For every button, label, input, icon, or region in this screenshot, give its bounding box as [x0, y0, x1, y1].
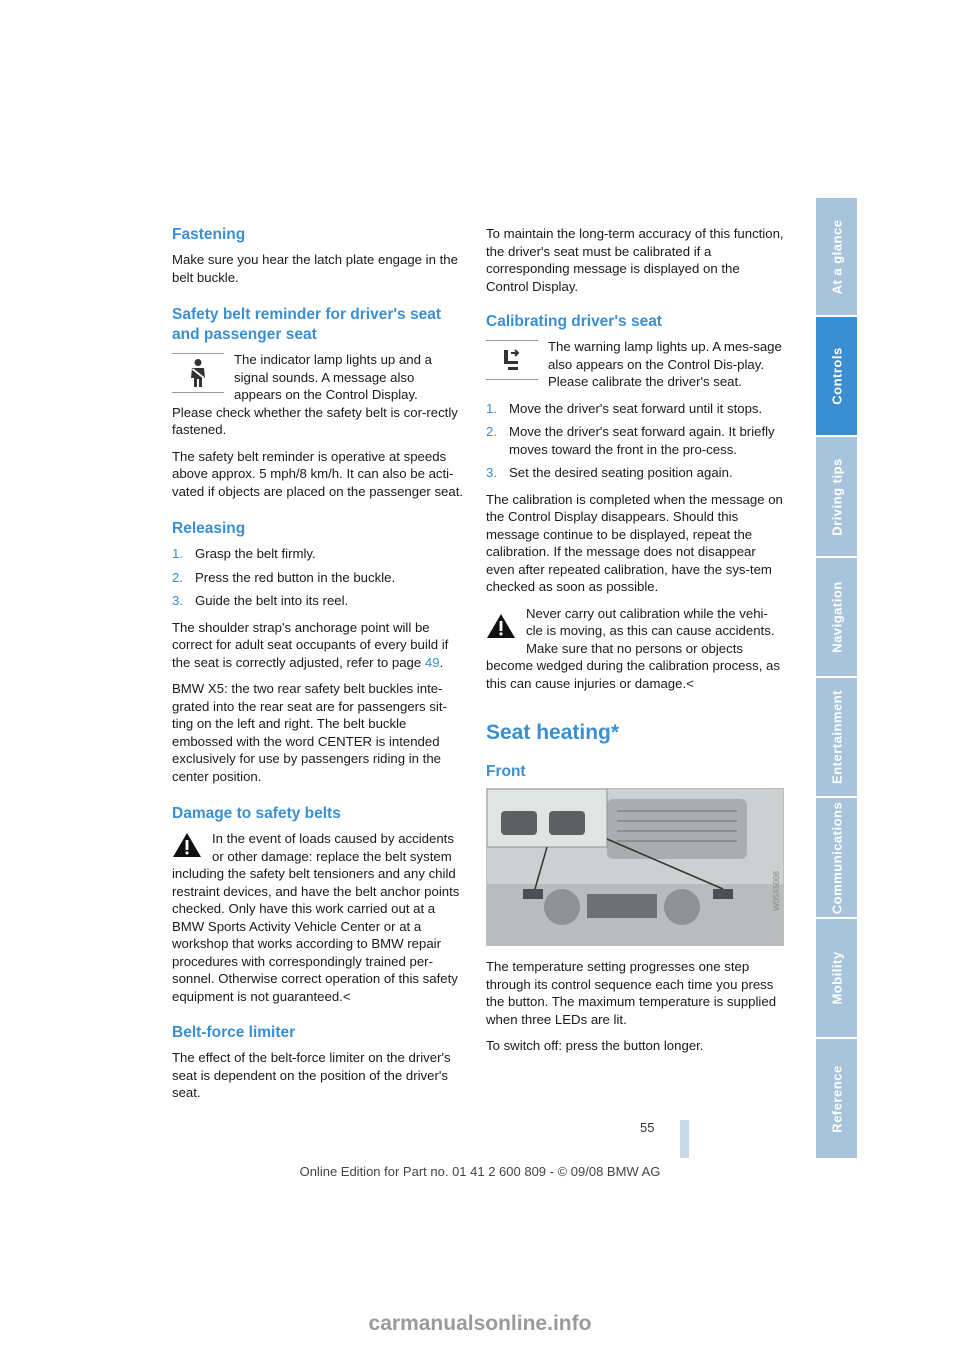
- list-item: 3. Set the desired seating position again.: [486, 465, 733, 480]
- reminder-icon-text: The indicator lamp lights up and a signal sounds. A message also appears on the Control Display.: [234, 352, 432, 402]
- calibration-intro: To maintain the long-term accuracy of this function, the driver's seat must be calibrated if a corresponding message is displayed on the Control Display.: [486, 226, 784, 294]
- page-number-bar: [680, 1120, 689, 1158]
- list-item: 1. Grasp the belt firmly.: [172, 546, 316, 561]
- tab-navigation[interactable]: Navigation: [816, 558, 857, 678]
- fastening-text: Make sure you hear the latch plate engage in the belt buckle.: [172, 252, 458, 285]
- tab-at-a-glance[interactable]: At a glance: [816, 198, 857, 317]
- warning-triangle-icon: [486, 613, 516, 639]
- tab-driving-tips[interactable]: Driving tips: [816, 437, 857, 558]
- seatbelt-lamp-icon: [172, 353, 224, 393]
- seat-heating-illustration: [486, 788, 784, 946]
- releasing-heading: Releasing: [172, 520, 246, 537]
- image-code: W05X5008: [772, 871, 781, 911]
- fastening-heading: Fastening: [172, 226, 246, 243]
- warning-triangle-icon: [172, 832, 202, 858]
- seat-heating-heading: Seat heating*: [486, 721, 620, 744]
- watermark: carmanualsonline.info: [368, 1312, 592, 1335]
- reminder-body-2: The safety belt reminder is operative at speeds above approx. 5 mph/8 km/h. It can also be acti-vated if objects are placed on the passenger seat.: [172, 448, 464, 499]
- reminder-icon-paragraph: [172, 351, 464, 404]
- tab-reference[interactable]: Reference: [816, 1039, 857, 1160]
- calibrating-heading: Calibrating driver's seat: [486, 313, 662, 330]
- right-column: [486, 225, 784, 1064]
- reminder-heading: Safety belt reminder for driver's seat and passenger seat: [172, 306, 442, 343]
- seat-warning-lamp-icon: [486, 340, 538, 380]
- tab-communications[interactable]: Communications: [816, 798, 857, 919]
- limiter-text: The effect of the belt-force limiter on the driver's seat is dependent on the position of the driver's seat.: [172, 1050, 451, 1100]
- calibrating-body: The calibration is completed when the message on the Control Display disappears. Should this message continue to be displayed, repeat the calibration. If the message does not disappear even after repeated calibration, have the sys-tem checked as soon as possible.: [486, 491, 783, 594]
- front-subheading: Front: [486, 763, 526, 780]
- page-number: 55: [640, 1120, 655, 1135]
- damage-heading: Damage to safety belts: [172, 805, 341, 822]
- end-mark: <: [342, 988, 351, 1004]
- footer-text: Online Edition for Part no. 01 41 2 600 809 - © 09/08 BMW AG: [299, 1164, 661, 1179]
- releasing-body-2: BMW X5: the two rear safety belt buckles inte-grated into the rear seat are for passengers sit-ting on the left and right. The belt buckle embossed with the word CENTER is intended exclusively for use by passengers riding in the center position.: [172, 681, 447, 784]
- reminder-body-1: Please check whether the safety belt is cor-rectly fastened.: [172, 404, 458, 437]
- list-item: 2. Press the red button in the buckle.: [172, 569, 396, 585]
- end-mark: <: [686, 675, 694, 691]
- list-item: 2. Move the driver's seat forward again. It briefly moves toward the front in the pro-cess.: [486, 424, 775, 457]
- list-item: 1. Move the driver's seat forward until it stops.: [486, 400, 763, 416]
- damage-warning-text: In the event of loads caused by accidents or other damage: replace the belt system including the safety belt tensioners and any child restraint devices, and have the belt anchor points checked. Only have this work carried out at a BMW Sports Activity Vehicle Center or at a workshop that works according to BMW repair procedures with correspondingly trained per-sonnel. Otherwise correct operation of this safety equipment is not guaranteed.: [172, 831, 460, 1004]
- releasing-body-1: The shoulder strap's anchorage point will be correct for adult seat occupants of every build if the seat is correctly adjusted, refer to page 49.: [172, 619, 449, 670]
- calibrating-icon-paragraph: [486, 338, 784, 391]
- limiter-heading: Belt-force limiter: [172, 1024, 296, 1041]
- list-item: 3. Guide the belt into its reel.: [172, 593, 349, 608]
- tab-entertainment[interactable]: Entertainment: [816, 678, 857, 798]
- damage-warning: [172, 830, 464, 1005]
- releasing-steps: [172, 545, 464, 610]
- calibrating-icon-text: The warning lamp lights up. A mes-sage also appears on the Control Dis-play. Please calibrate the driver's seat.: [548, 339, 782, 389]
- page-link[interactable]: 49: [424, 654, 440, 670]
- seat-heating-body-1: The temperature setting progresses one step through its control sequence each time you press the button. The maximum temperature is supplied when three LEDs are lit.: [486, 959, 777, 1027]
- calibrating-warning: [486, 605, 784, 693]
- left-column: [172, 225, 464, 1111]
- tab-controls[interactable]: Controls: [816, 317, 857, 437]
- calibrating-steps: [486, 400, 784, 482]
- seat-heating-body-2: To switch off: press the button longer.: [486, 1038, 704, 1053]
- tab-mobility[interactable]: Mobility: [816, 919, 857, 1039]
- chapter-tabs: [816, 198, 857, 1160]
- calibrating-warning-text: Never carry out calibration while the vehi-cle is moving, as this can cause accidents. Make sure that no persons or objects become wedged during the calibration process, as this can cause injuries or damage.: [486, 605, 780, 691]
